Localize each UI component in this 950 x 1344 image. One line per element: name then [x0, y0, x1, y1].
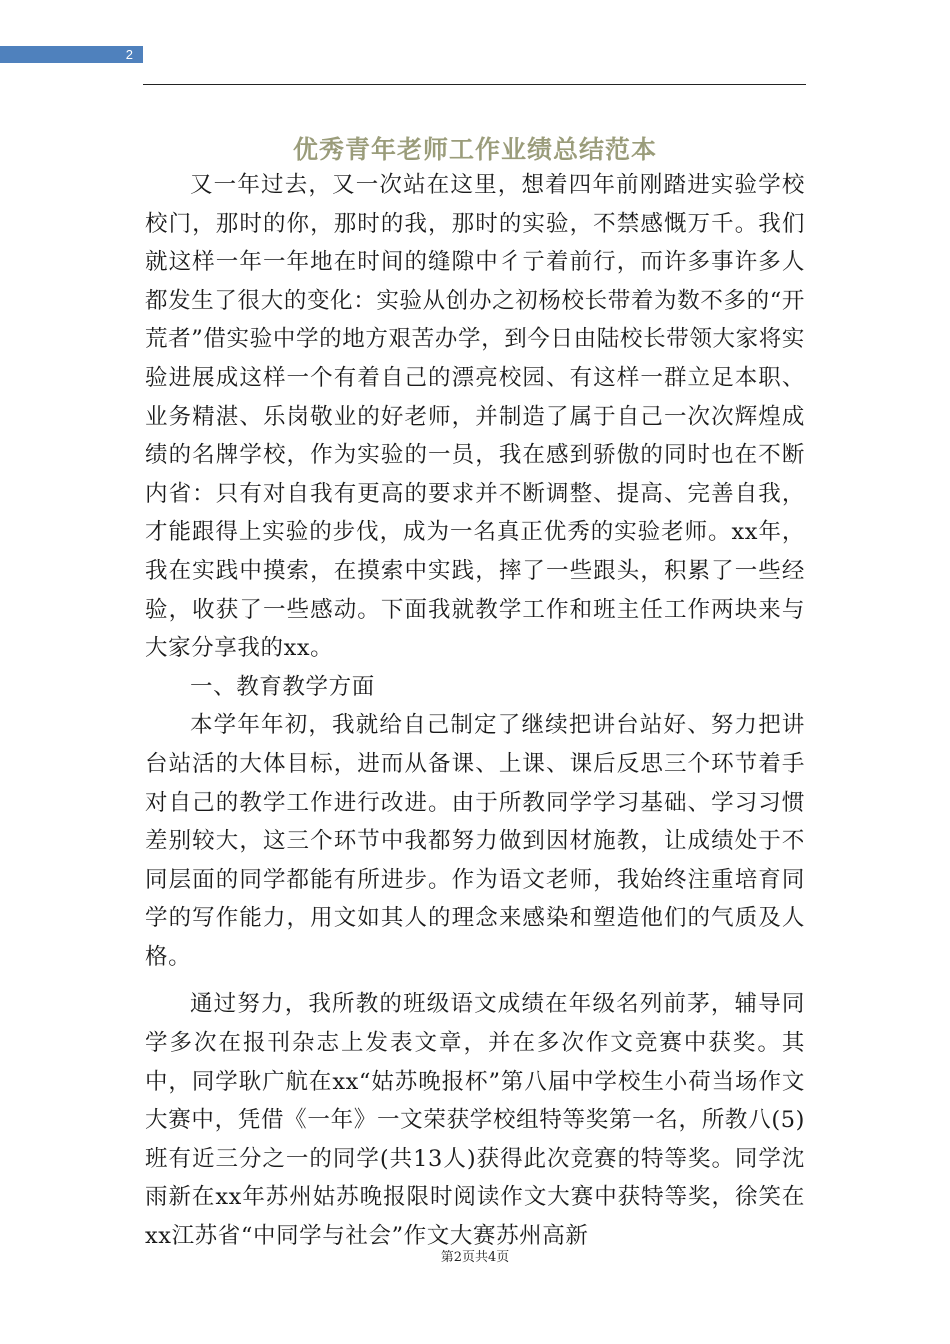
- page-number-badge: 2: [0, 46, 143, 63]
- paragraph-teaching: 本学年年初，我就给自己制定了继续把讲台站好、努力把讲台站活的大体目标，进而从备课、上课、课后反思三个环节着手对自己的教学工作进行改进。由于所教同学学习基础、学习习惯差别较大，这三个环节中我都努力做到因材施教，让成绩处于不同层面的同学都能有所进步。作为语文老师，我始终注重培育同学的写作能力，用文如其人的理念来感染和塑造他们的气质及人格。: [145, 712, 805, 970]
- section-heading-teaching: 一、教育教学方面: [190, 673, 375, 700]
- page-footer: 第2页共4页: [440, 1250, 510, 1265]
- header-rule: [143, 84, 806, 85]
- document-body: [145, 166, 805, 1256]
- document-title: 优秀青年老师工作业绩总结范本: [292, 135, 657, 164]
- paragraph-intro: 又一年过去，又一次站在这里，想着四年前刚踏进实验学校校门，那时的你，那时的我，那时的实验，不禁感慨万千。我们就这样一年一年地在时间的缝隙中彳亍着前行，而许多事许多人都发生了很大的变化：实验从创办之初杨校长带着为数不多的“开荒者”借实验中学的地方艰苦办学，到今日由陆校长带领大家将实验进展成这样一个有着自己的漂亮校园、有这样一群立足本职、业务精湛、乐岗敬业的好老师，并制造了属于自己一次次辉煌成绩的名牌学校，作为实验的一员，我在感到骄傲的同时也在不断内省：只有对自我有更高的要求并不断调整、提高、完善自我，才能跟得上实验的步伐，成为一名真正优秀的实验老师。xx年，我在实践中摸索，在摸索中实践，摔了一些跟头，积累了一些经验，收获了一些感动。下面我就教学工作和班主任工作两块来与大家分享我的xx。: [145, 172, 805, 662]
- paragraph-achievements: 通过努力，我所教的班级语文成绩在年级名列前茅，辅导同学多次在报刊杂志上发表文章，并在多次作文竞赛中获奖。其中，同学耿广航在xx“姑苏晚报杯”第八届中学校生小荷当场作文大赛中，凭借《一年》一文荣获学校组特等奖第一名，所教八(5)班有近三分之一的同学(共13人)获得此次竞赛的特等奖。同学沈雨新在xx年苏州姑苏晚报限时阅读作文大赛中获特等奖，徐笑在xx江苏省“中同学与社会”作文大赛苏州高新: [145, 991, 805, 1250]
